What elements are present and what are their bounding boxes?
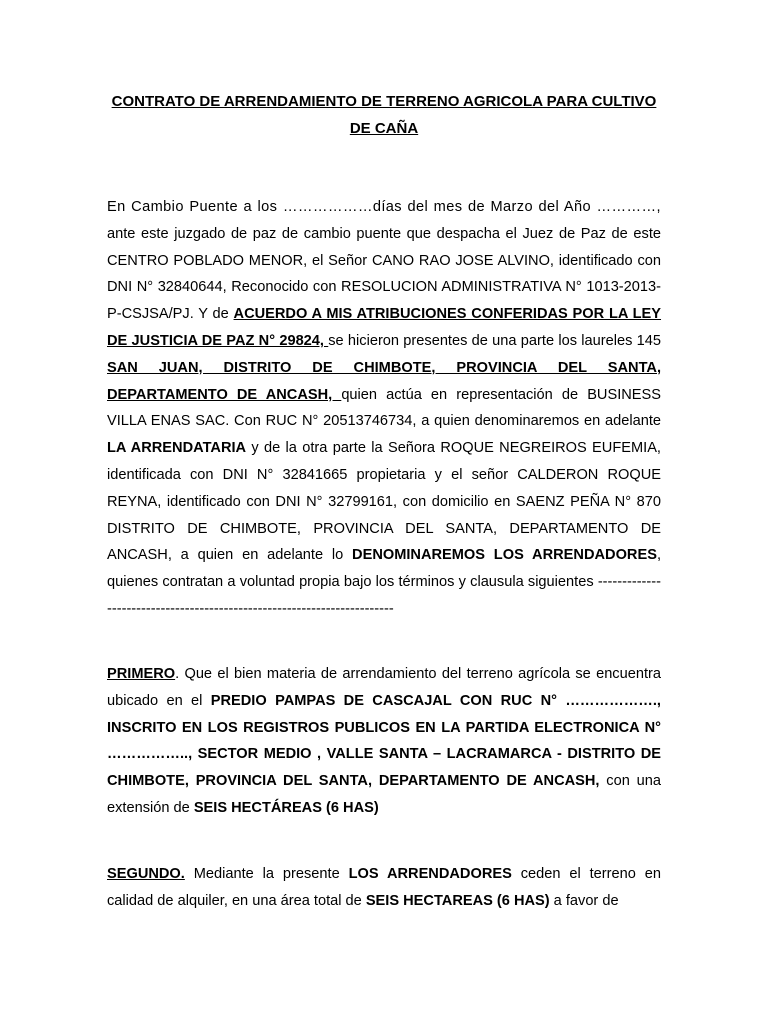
clause-segundo-bold-2: SEIS HECTAREAS (6 HAS) [365,892,550,909]
clause-primero-heading: PRIMERO [107,666,176,682]
title-line-2: DE CAÑA [349,120,419,137]
clause-segundo-text-2: ceden el terreno en calidad de alquiler, en una área total de [107,866,661,909]
intro-bold-1: ACUERDO A MIS ATRIBUCIONES CONFERIDAS POR LA LEY DE JUSTICIA DE PAZ N° 29824, [107,306,662,349]
clause-primero-text-1: . Que el bien materia de arrendamiento del terreno agrícola se encuentra ubicado en el [107,666,661,709]
clause-segundo-text-3: a favor de [549,892,619,909]
intro-text-3: se hicieron presentes de una parte los laureles 145 [328,332,661,349]
intro-text-4: quien actúa en representación de BUSINESS VILLA ENAS SAC. Con RUC N° 20513746734, a quien denominaremos en adelante [107,386,661,430]
clause-segundo-heading: SEGUNDO. [107,866,185,882]
intro-bold-2: SAN JUAN, DISTRITO DE CHIMBOTE, PROVINCIA DEL SANTA, DEPARTAMENTO DE ANCASH, [107,359,661,403]
clause-segundo-bold-1: LOS ARRENDADORES [348,866,512,882]
intro-text-6: , quienes contratan a voluntad propia bajo los términos y clausula siguientes ------------------------------------------------------------------------ [107,547,661,617]
clause-segundo [107,861,661,915]
intro-bold-3: LA ARRENDATARIA [107,440,247,457]
document-title [100,88,668,142]
clause-segundo-text-1: Mediante la presente [184,866,349,882]
intro-paragraph [107,194,661,623]
clause-primero-bold-1: PREDIO PAMPAS DE CASCAJAL CON RUC N° ………………., INSCRITO EN LOS REGISTROS PUBLICOS EN LA PARTIDA ELECTRONICA N° …………….., SECTOR MEDIO , VALLE SANTA – LACRAMARCA - DISTRITO DE CHIMBOTE, PROVINCIA DEL SANTA, DEPARTAMENTO DE ANCASH, [107,692,661,790]
intro-text-2: ante este juzgado de paz de cambio puente que despacha el Juez de Paz de este CENTRO POBLADO MENOR, el Señor CANO RAO JOSE ALVINO, identificado con DNI N° 32840644, Reconocido con RESOLUCION ADMINISTRATIVA N° 1013-2013-P-CSJSA/PJ. Y de [107,225,661,323]
intro-text-1: En Cambio Puente a los ………………días del mes de Marzo del Año …………, [107,199,661,215]
intro-text-5: y de la otra parte la Señora ROQUE NEGREIROS EUFEMIA, identificada con DNI N° 32841665 propietaria y el señor CALDERON ROQUE REYNA, identificado con DNI N° 32799161, con domicilio en SAENZ PEÑA N° 870 DISTRITO DE CHIMBOTE, PROVINCIA DEL SANTA, DEPARTAMENTO DE ANCASH, a quien en adelante lo [107,440,661,564]
clause-primero-text-2: con una extensión de [107,773,661,816]
clause-primero-bold-2: SEIS HECTÁREAS (6 HAS) [193,799,379,816]
clause-primero [107,661,661,822]
title-line-1: CONTRATO DE ARRENDAMIENTO DE TERRENO AGRICOLA PARA CULTIVO [111,93,657,110]
intro-bold-4: DENOMINAREMOS LOS ARRENDADORES [352,547,657,564]
